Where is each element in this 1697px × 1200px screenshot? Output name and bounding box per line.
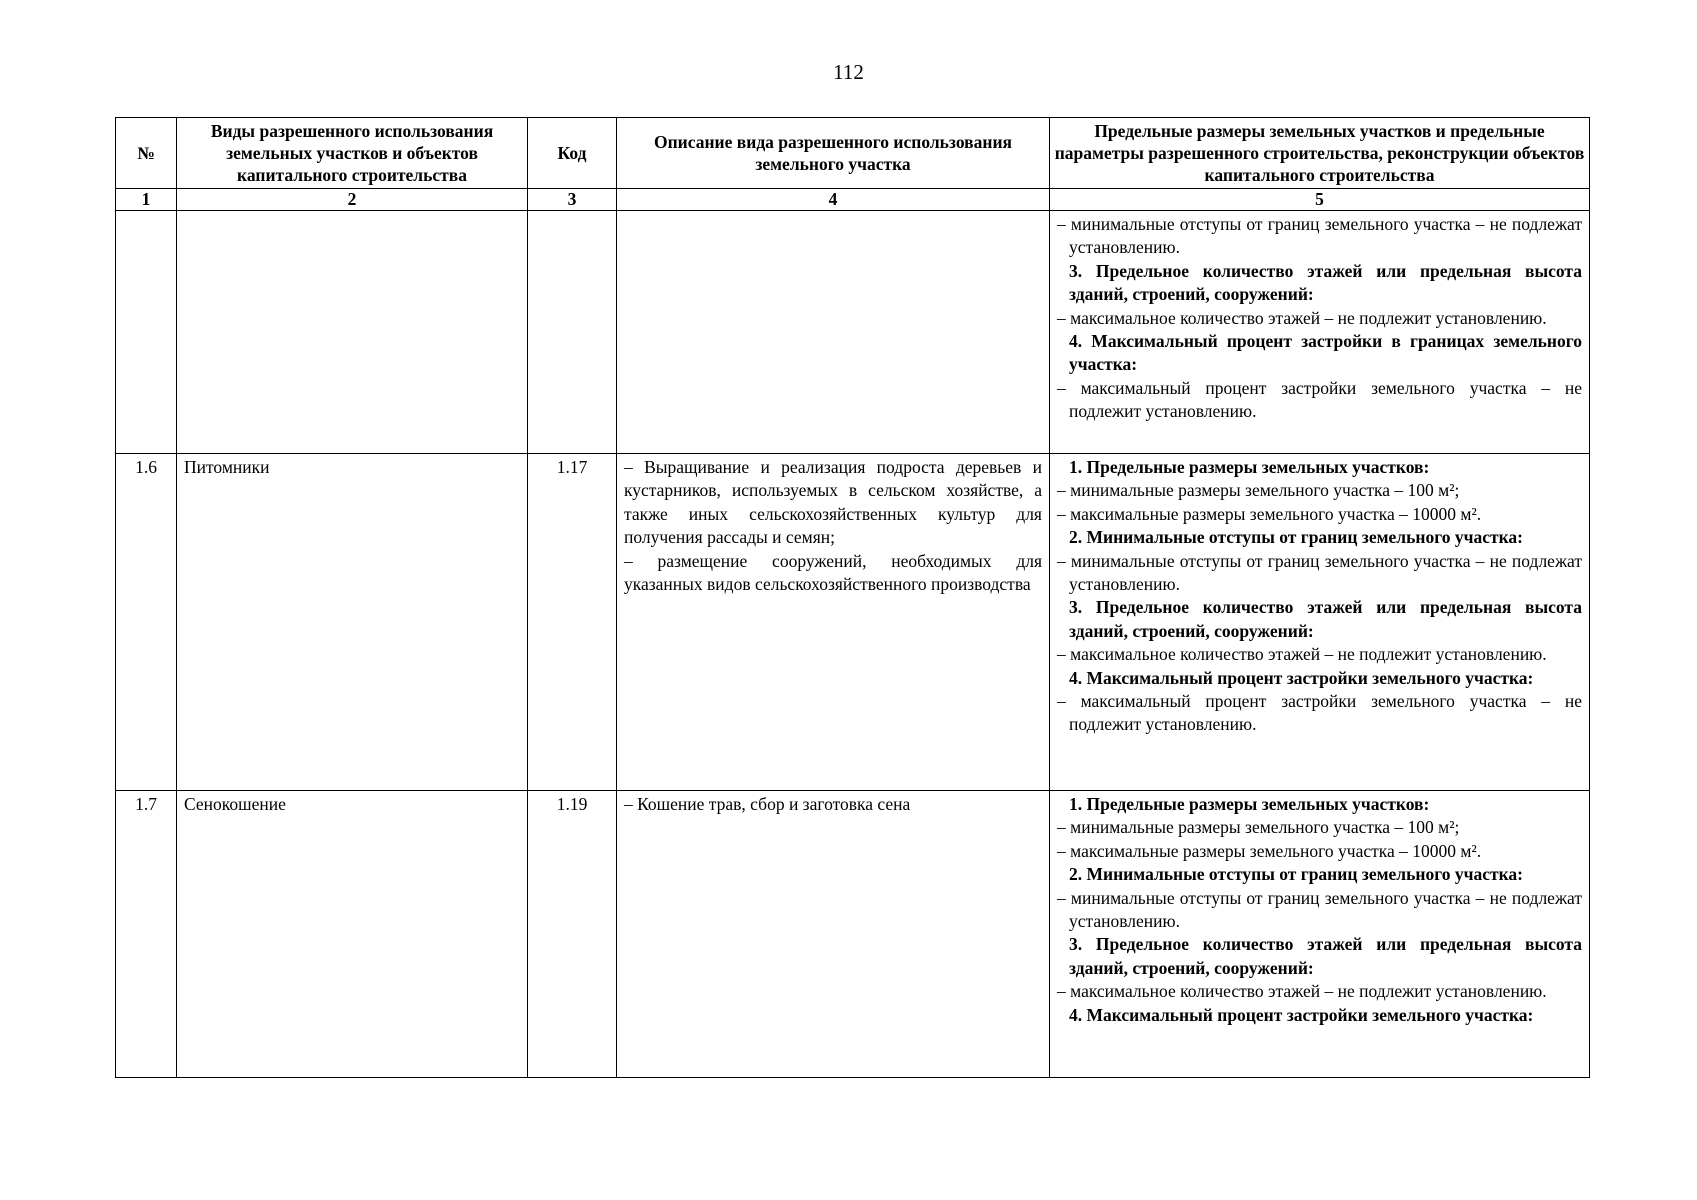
row-number-cell xyxy=(116,211,177,454)
table-body xyxy=(116,211,1590,1078)
parameter-item: – минимальные размеры земельного участка – 100 м²; xyxy=(1057,480,1460,501)
parameter-item: – максимальное количество этажей – не подлежит установлению. xyxy=(1057,307,1547,328)
code-cell: 1.17 xyxy=(528,454,617,791)
description-paragraph: – Кошение трав, сбор и заготовка сена xyxy=(624,794,911,814)
table-row xyxy=(116,211,1590,454)
parameter-item: – максимальные размеры земельного участка – 10000 м². xyxy=(1057,503,1482,524)
parameter-item: – минимальные отступы от границ земельного участка – не подлежат установлению. xyxy=(1057,214,1582,258)
parameter-item: – максимальные размеры земельного участка – 10000 м². xyxy=(1057,840,1482,861)
regulations-table xyxy=(115,117,1590,1078)
parameter-heading: 3. Предельное количество этажей или предельная высота зданий, строений, сооружений: xyxy=(1069,934,1582,978)
column-number: 3 xyxy=(528,189,617,211)
description-cell xyxy=(617,791,1050,1078)
parameter-item: – максимальное количество этажей – не подлежит установлению. xyxy=(1057,981,1547,1002)
row-number-cell: 1.7 xyxy=(116,791,177,1078)
description-cell xyxy=(617,454,1050,791)
parameter-item: – максимальный процент застройки земельного участка – не подлежит установлению. xyxy=(1057,377,1582,422)
parameters-cell xyxy=(1050,791,1590,1078)
parameter-heading: 2. Минимальные отступы от границ земельного участка: xyxy=(1069,864,1523,885)
use-type-cell: Сенокошение xyxy=(177,791,528,1078)
header-type: Виды разрешенного использования земельных участков и объектов капитального строительства xyxy=(177,118,528,189)
parameter-heading: 2. Минимальные отступы от границ земельного участка: xyxy=(1069,527,1523,548)
header-code: Код xyxy=(528,118,617,189)
parameter-heading: 1. Предельные размеры земельных участков: xyxy=(1069,794,1430,814)
column-number-row xyxy=(116,189,1590,211)
header-row xyxy=(116,118,1590,189)
code-cell xyxy=(528,211,617,454)
parameter-item: – минимальные размеры земельного участка – 100 м²; xyxy=(1057,817,1460,838)
parameter-heading: 3. Предельное количество этажей или предельная высота зданий, строений, сооружений: xyxy=(1069,597,1582,641)
code-cell: 1.19 xyxy=(528,791,617,1078)
description-paragraph: – размещение сооружений, необходимых для указанных видов сельскохозяйственного производства xyxy=(624,550,1042,595)
parameter-heading: 4. Максимальный процент застройки в границах земельного участка: xyxy=(1069,331,1582,375)
header-description: Описание вида разрешенного использования земельного участка xyxy=(617,118,1050,189)
parameter-heading: 4. Максимальный процент застройки земельного участка: xyxy=(1069,1004,1534,1025)
use-type-cell xyxy=(177,211,528,454)
parameters-cell xyxy=(1050,211,1590,454)
parameter-heading: 4. Максимальный процент застройки земельного участка: xyxy=(1069,667,1534,688)
parameters-cell xyxy=(1050,454,1590,791)
parameter-item: – минимальные отступы от границ земельного участка – не подлежат установлению. xyxy=(1057,887,1582,932)
parameter-item: – минимальные отступы от границ земельного участка – не подлежат установлению. xyxy=(1057,550,1582,595)
parameter-item: – максимальный процент застройки земельного участка – не подлежит установлению. xyxy=(1057,691,1582,735)
header-num: № xyxy=(116,118,177,189)
column-number: 5 xyxy=(1050,189,1590,211)
use-type-cell: Питомники xyxy=(177,454,528,791)
table-row xyxy=(116,454,1590,791)
table-header xyxy=(116,118,1590,211)
description-paragraph: – Выращивание и реализация подроста деревьев и кустарников, используемых в сельском хозяйстве, а также иных сельскохозяйственных культур для получения рассады и семян; xyxy=(624,457,1042,548)
column-number: 1 xyxy=(116,189,177,211)
page-number: 112 xyxy=(833,60,864,84)
parameter-heading: 3. Предельное количество этажей или предельная высота зданий, строений, сооружений: xyxy=(1069,260,1582,305)
parameter-item: – максимальное количество этажей – не подлежит установлению. xyxy=(1057,644,1547,665)
row-number-cell: 1.6 xyxy=(116,454,177,791)
parameter-heading: 1. Предельные размеры земельных участков: xyxy=(1069,457,1430,477)
table-row xyxy=(116,791,1590,1078)
column-number: 2 xyxy=(177,189,528,211)
column-number: 4 xyxy=(617,189,1050,211)
description-cell xyxy=(617,211,1050,454)
header-limits: Предельные размеры земельных участков и предельные параметры разрешенного строительства, реконструкции объектов капитального строительства xyxy=(1050,118,1590,189)
